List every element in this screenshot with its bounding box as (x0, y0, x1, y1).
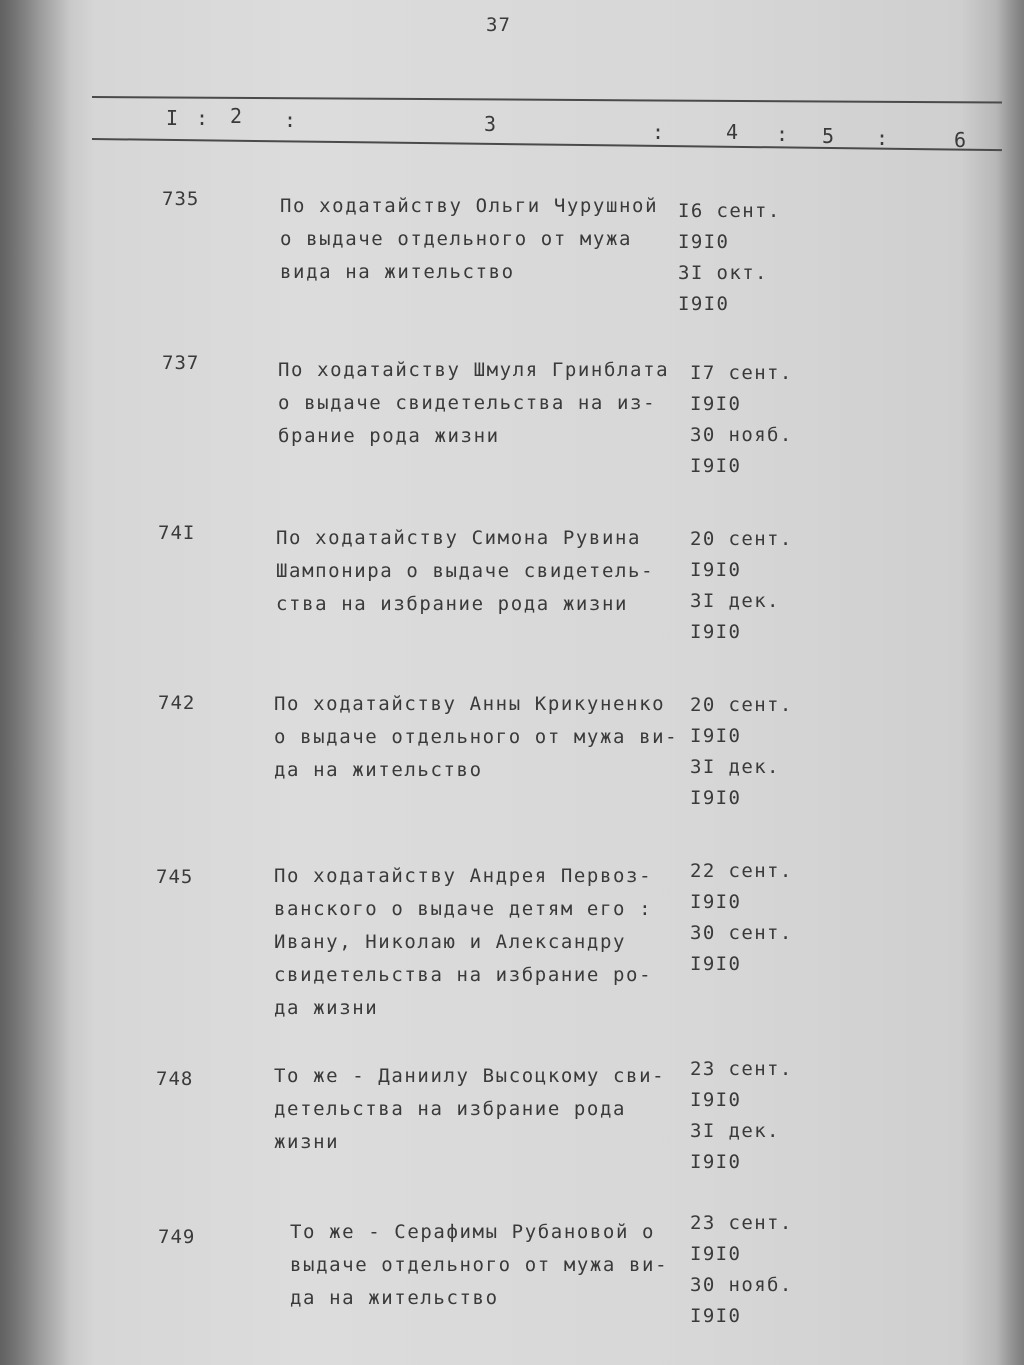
page-edge-shadow (996, 0, 1024, 1365)
entry-description: То же - Даниилу Высоцкому сви- детельства на избрание рода жизни (274, 1065, 666, 1153)
column-separator: : (284, 108, 297, 132)
entry-dates: 23 сент. I9I0 30 нояб. I9I0 (690, 1212, 793, 1327)
page-number: 37 (486, 14, 511, 36)
entry-number: 742 (158, 692, 196, 714)
entry-dates: 20 сент. I9I0 3I дек. I9I0 (690, 694, 793, 809)
entry-number: 749 (158, 1226, 196, 1248)
binding-shadow (0, 0, 70, 1365)
entry-number: 737 (162, 352, 200, 374)
entry-description: По ходатайству Симона Рувина Шампонира о выдаче свидетель- ства на избрание рода жизни (276, 527, 655, 615)
column-number: 3 (484, 112, 497, 136)
entry-dates: I7 сент. I9I0 30 нояб. I9I0 (690, 362, 793, 477)
column-number: 6 (954, 128, 967, 152)
entry-number: 74I (158, 522, 196, 544)
entry-description: То же - Серафимы Рубановой о выдаче отдельного от мужа ви- да на жительство (290, 1221, 669, 1309)
entry-number: 748 (156, 1068, 194, 1090)
column-number: 4 (726, 120, 739, 144)
column-separator: : (196, 106, 209, 130)
entry-dates: 22 сент. I9I0 30 сент. I9I0 (690, 860, 793, 975)
column-separator: : (776, 122, 789, 146)
entry-description: По ходатайству Андрея Первоз- ванского о выдаче детям его : Ивану, Николаю и Александру свидетельства на избрание ро- да жизни (274, 865, 653, 1019)
entry-description: По ходатайству Анны Крикуненко о выдаче отдельного от мужа ви- да на жительство (274, 693, 679, 781)
header-rule-bottom (92, 138, 1002, 151)
column-number: 2 (230, 104, 243, 128)
entry-description: По ходатайству Шмуля Гринблата о выдаче свидетельства на из- брание рода жизни (278, 359, 670, 447)
entry-description: По ходатайству Ольги Чурушной о выдаче отдельного от мужа вида на жительство (280, 195, 659, 283)
entry-number: 745 (156, 866, 194, 888)
entry-dates: 23 сент. I9I0 3I дек. I9I0 (690, 1058, 793, 1173)
header-rule-top (92, 96, 1002, 104)
column-separator: : (876, 126, 889, 150)
entry-number: 735 (162, 188, 200, 210)
column-number: 5 (822, 124, 835, 148)
column-number: I (166, 106, 179, 130)
entry-dates: I6 сент. I9I0 3I окт. I9I0 (678, 200, 781, 315)
column-separator: : (652, 120, 665, 144)
entry-dates: 20 сент. I9I0 3I дек. I9I0 (690, 528, 793, 643)
